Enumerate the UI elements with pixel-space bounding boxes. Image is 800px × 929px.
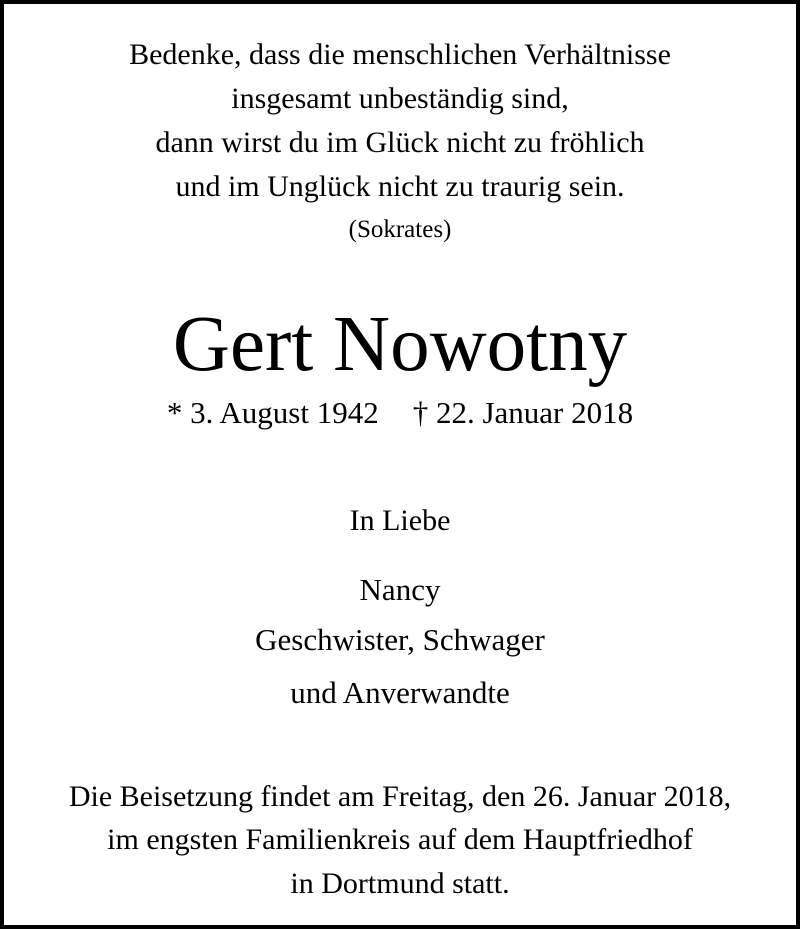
mourner-line: Geschwister, Schwager bbox=[255, 622, 545, 657]
mourner-line: und Anverwandte bbox=[290, 675, 510, 710]
life-dates bbox=[8, 395, 792, 431]
death-date: † 22. Januar 2018 bbox=[412, 395, 634, 430]
quote-line: Bedenke, dass die menschlichen Verhältnisse bbox=[129, 38, 671, 71]
deceased-name: Gert Nowotny bbox=[172, 301, 628, 388]
funeral-notice-line: in Dortmund statt. bbox=[290, 867, 510, 900]
quote-line: dann wirst du im Glück nicht zu fröhlich bbox=[155, 126, 645, 159]
birth-date: * 3. August 1942 bbox=[166, 395, 379, 430]
quote-line: insgesamt unbeständig sind, bbox=[231, 82, 569, 115]
quote-source: (Sokrates) bbox=[348, 216, 452, 243]
quote-line: und im Unglück nicht zu traurig sein. bbox=[175, 170, 625, 203]
mourners-intro: In Liebe bbox=[349, 504, 451, 537]
mourner-line: Nancy bbox=[359, 572, 441, 607]
funeral-notice-line: im engsten Familienkreis auf dem Hauptfriedhof bbox=[107, 823, 693, 856]
funeral-notice-line: Die Beisetzung findet am Freitag, den 26. Januar 2018, bbox=[68, 780, 732, 813]
